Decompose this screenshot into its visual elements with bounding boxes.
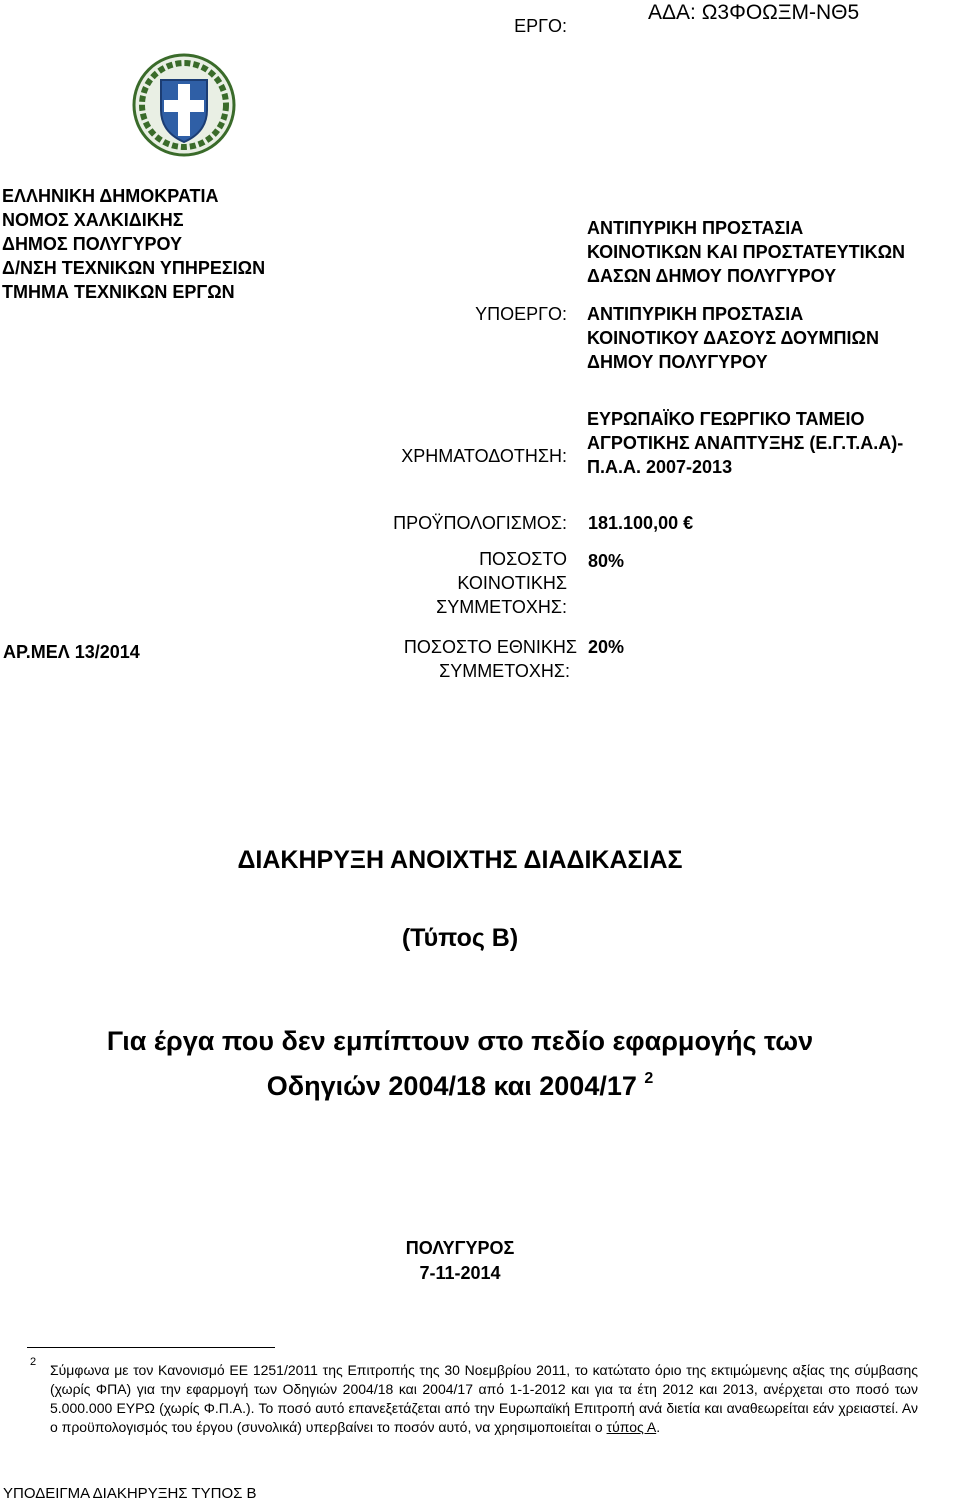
subtitle-text: Οδηγιών 2004/18 και 2004/17 (266, 1071, 637, 1101)
date: 7-11-2014 (419, 1263, 501, 1283)
label-line: ΚΟΙΝΟΤΙΚΗΣ (457, 573, 567, 593)
footnote (50, 1361, 918, 1437)
page-title: ΔΙΑΚΗΡΥΞΗ ΑΝΟΙΧΤΗΣ ΔΙΑΔΙΚΑΣΙΑΣ (237, 846, 683, 874)
place: ΠΟΛΥΓΥΡΟΣ (405, 1238, 515, 1258)
funding-value (587, 407, 903, 479)
place-date (0, 1236, 920, 1286)
ergo-value (587, 216, 905, 288)
community-share-label (436, 547, 567, 619)
footnote-mark: 2 (30, 1356, 37, 1368)
budget-value: 181.100,00 € (588, 513, 694, 533)
funding-line: ΕΥΡΩΠΑΪΚΟ ΓΕΩΡΓΙΚΟ ΤΑΜΕΙΟ (587, 409, 865, 429)
ypoergo-label: ΥΠΟΕΡΓΟ: (475, 304, 567, 324)
subtitle (0, 1022, 920, 1105)
footnote-text: Σύμφωνα με τον Κανονισμό ΕΕ 1251/2011 της Επιτροπής της 30 Νοεμβρίου 2011, το κατώτατο όριο της εκτιμώμενης αξίας της σύμβασης (χωρίς ΦΠΑ) για την εφαρμογή των Οδηγιών 2004/18 και 2004/17 από 1-1-2012 και για τα έτη 2012 και 2013, ανέρχεται στο ποσό των 5.000.000 ΕΥΡΩ (χωρίς Φ.Π.Α.). Το ποσό αυτό επανεξετάζεται από την Ευρωπαϊκή Επιτροπή ανά διετία και αναθεωρείται εάν χρειαστεί. Αν ο προϋπολογισμός του έργου (συνολικά) υπερβαίνει το ποσόν αυτό, να χρησιμοποιείται ο (50, 1362, 918, 1435)
footnote-divider (27, 1347, 275, 1348)
footnote-ref: 2 (644, 1070, 654, 1087)
ypoergo-line: ΑΝΤΙΠΥΡΙΚΗ ΠΡΟΣΤΑΣΙΑ (587, 304, 804, 324)
issuer-block (2, 184, 265, 304)
subtitle-line (0, 1060, 920, 1105)
greek-emblem-icon (131, 52, 237, 158)
ergo-line: ΑΝΤΙΠΥΡΙΚΗ ΠΡΟΣΤΑΣΙΑ (587, 218, 804, 238)
ergo-line: ΔΑΣΩΝ ΔΗΜΟΥ ΠΟΛΥΓΥΡΟΥ (587, 266, 837, 286)
issuer-line: Δ/ΝΣΗ ΤΕΧΝΙΚΩΝ ΥΠΗΡΕΣΙΩΝ (2, 258, 266, 278)
national-share-value: 20% (588, 637, 625, 657)
community-share-value: 80% (588, 551, 625, 571)
funding-line: ΑΓΡΟΤΙΚΗΣ ΑΝΑΠΤΥΞΗΣ (Ε.Γ.Τ.Α.Α)- (587, 433, 904, 453)
label-line: ΠΟΣΟΣΤΟ ΕΘΝΙΚΗΣ (403, 637, 577, 657)
label-line: ΠΟΣΟΣΤΟ (479, 549, 567, 569)
type-label: (Τύπος Β) (401, 924, 519, 952)
ar-mel: ΑΡ.ΜΕΛ 13/2014 (3, 642, 140, 662)
ada-code: ΑΔΑ: Ω3ΦΟΩΞΜ-ΝΘ5 (648, 1, 860, 24)
issuer-line: ΔΗΜΟΣ ΠΟΛΥΓΥΡΟΥ (2, 234, 182, 254)
ypoergo-value (587, 302, 879, 374)
budget-label: ΠΡΟΫΠΟΛΟΓΙΣΜΟΣ: (393, 513, 567, 533)
ypoergo-line: ΚΟΙΝΟΤΙΚΟΥ ΔΑΣΟΥΣ ΔΟΥΜΠΙΩΝ (587, 328, 879, 348)
funding-label: ΧΡΗΜΑΤΟΔΟΤΗΣΗ: (401, 446, 567, 466)
subtitle-line: Για έργα που δεν εμπίπτουν στο πεδίο εφαρμογής των (106, 1026, 814, 1056)
national-share-label (404, 635, 577, 683)
issuer-line: ΤΜΗΜΑ ΤΕΧΝΙΚΩΝ ΕΡΓΩΝ (2, 282, 235, 302)
label-line: ΣΥΜΜΕΤΟΧΗΣ: (436, 597, 567, 617)
page-footer: ΥΠΟΔΕΙΓΜΑ ΔΙΑΚΗΡΥΞΗΣ ΤΥΠΟΣ Β (3, 1485, 257, 1502)
label-line: ΣΥΜΜΕΤΟΧΗΣ: (439, 661, 570, 681)
footnote-link: τύπος Α (606, 1419, 657, 1435)
ypoergo-line: ΔΗΜΟΥ ΠΟΛΥΓΥΡΟΥ (587, 352, 768, 372)
issuer-line: ΕΛΛΗΝΙΚΗ ΔΗΜΟΚΡΑΤΙΑ (2, 186, 219, 206)
issuer-line: ΝΟΜΟΣ ΧΑΛΚΙΔΙΚΗΣ (2, 210, 184, 230)
ergo-line: ΚΟΙΝΟΤΙΚΩΝ ΚΑΙ ΠΡΟΣΤΑΤΕΥΤΙΚΩΝ (587, 242, 906, 262)
ergo-label: ΕΡΓΟ: (514, 16, 567, 36)
funding-line: Π.Α.Α. 2007-2013 (587, 457, 733, 477)
footnote-end: . (656, 1419, 661, 1435)
